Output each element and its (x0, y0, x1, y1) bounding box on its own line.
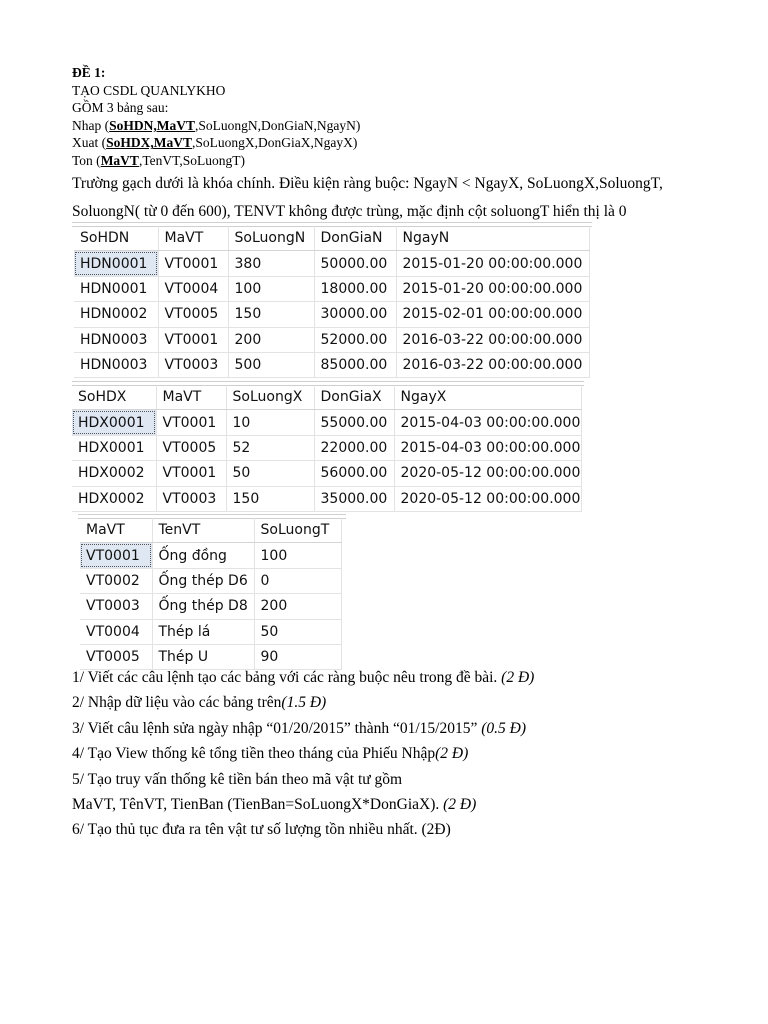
table-cell[interactable]: VT0001 (156, 461, 226, 486)
column-header[interactable]: SoHDX (72, 385, 156, 410)
table-cell[interactable]: 30000.00 (314, 302, 396, 327)
table-row[interactable] (74, 352, 590, 377)
table-header-row (80, 518, 342, 543)
xuat-table (72, 385, 582, 512)
table-cell[interactable]: VT0001 (158, 327, 228, 352)
question-3 (72, 716, 752, 741)
table-cell[interactable]: HDX0002 (72, 461, 156, 486)
schema-nhap-rest: ,SoLuongN,DonGiaN,NgayN) (195, 117, 361, 133)
schema-nhap-name: Nhap ( (72, 117, 110, 133)
table-cell[interactable]: 150 (228, 302, 314, 327)
question-1-points: (2 Đ) (501, 669, 535, 686)
table-cell[interactable]: 90 (254, 644, 342, 669)
questions-block (72, 665, 752, 843)
table-cell[interactable]: VT0001 (80, 543, 152, 568)
schema-xuat-name: Xuat ( (72, 135, 107, 151)
table-header-row (72, 385, 582, 410)
column-header[interactable]: NgayN (396, 226, 590, 251)
table-cell[interactable]: HDN0003 (74, 327, 158, 352)
table-cell[interactable]: Ống thép D8 (152, 594, 254, 619)
table-row[interactable] (74, 276, 590, 301)
table-cell[interactable]: 100 (228, 276, 314, 301)
table-cell[interactable]: VT0003 (80, 594, 152, 619)
table-cell[interactable]: VT0003 (156, 486, 226, 511)
table-cell[interactable]: VT0004 (80, 619, 152, 644)
schema-xuat-keys: SoHDX,MaVT (106, 135, 193, 151)
question-5-line-2 (72, 792, 752, 817)
ton-table (80, 518, 342, 670)
question-1 (72, 665, 752, 690)
table-cell[interactable]: 50 (226, 461, 314, 486)
table-cell[interactable]: Ống đồng (152, 543, 254, 568)
table-row[interactable] (72, 461, 582, 486)
table-cell[interactable]: 200 (254, 594, 342, 619)
question-3-text: 3/ Viết câu lệnh sửa ngày nhập “01/20/2015” thành “01/15/2015” (72, 719, 482, 737)
exam-title: ĐỀ 1: (72, 65, 106, 80)
question-3-points: (0.5 Đ) (481, 719, 527, 737)
table-row[interactable] (72, 486, 582, 511)
table-cell[interactable]: Thép lá (152, 619, 254, 644)
table-cell[interactable]: 100 (254, 543, 342, 568)
question-6: 6/ Tạo thủ tục đưa ra tên vật tư số lượng tồn nhiều nhất. (2Đ) (72, 821, 451, 839)
table-row[interactable] (74, 302, 590, 327)
table-cell[interactable]: HDN0001 (74, 251, 158, 276)
column-header[interactable]: MaVT (80, 518, 152, 543)
column-header[interactable]: MaVT (158, 226, 228, 251)
schema-xuat (72, 134, 752, 152)
constraints-note (72, 170, 732, 226)
question-2-text: 2/ Nhập dữ liệu vào các bảng trên (72, 694, 282, 712)
table-cell[interactable]: 2016-03-22 00:00:00.000 (396, 327, 590, 352)
table-cell[interactable]: 52000.00 (314, 327, 396, 352)
intro-block (72, 64, 752, 170)
table-cell[interactable]: 200 (228, 327, 314, 352)
column-header[interactable]: SoLuongX (226, 385, 314, 410)
table-cell[interactable]: 2015-04-03 00:00:00.000 (394, 435, 582, 460)
table-row[interactable] (80, 619, 342, 644)
schema-ton-keys: MaVT (100, 152, 139, 168)
question-5-text: MaVT, TênVT, TienBan (TienBan=SoLuongX*DonGiaX). (72, 796, 444, 814)
table-cell[interactable]: 2016-03-22 00:00:00.000 (396, 352, 590, 377)
table-cell[interactable]: HDN0003 (74, 352, 158, 377)
table-cell[interactable]: 10 (226, 410, 314, 435)
table-cell[interactable]: 150 (226, 486, 314, 511)
table-cell[interactable]: 18000.00 (314, 276, 396, 301)
table-row[interactable] (74, 251, 590, 276)
question-1-text: 1/ Viết các câu lệnh tạo các bảng với các ràng buộc nêu trong đề bài. (72, 669, 502, 686)
table-row[interactable] (80, 568, 342, 593)
table-cell[interactable]: 35000.00 (314, 486, 394, 511)
question-2 (72, 690, 752, 715)
nhap-table (74, 226, 590, 378)
table-cell[interactable]: HDN0002 (74, 302, 158, 327)
table-cell[interactable]: 2015-01-20 00:00:00.000 (396, 251, 590, 276)
table-cell[interactable]: HDX0001 (72, 435, 156, 460)
question-5-line-1: 5/ Tạo truy vấn thống kê tiền bán theo mã vật tư gồm (72, 770, 403, 788)
column-header[interactable]: SoHDN (74, 226, 158, 251)
table-cell[interactable]: 2015-01-20 00:00:00.000 (396, 276, 590, 301)
table-cell[interactable]: VT0005 (158, 302, 228, 327)
table-cell[interactable]: 55000.00 (314, 410, 394, 435)
schema-nhap (72, 117, 752, 135)
column-header[interactable]: SoLuongN (228, 226, 314, 251)
column-header[interactable]: SoLuongT (254, 518, 342, 543)
table-row[interactable] (74, 327, 590, 352)
tables-count-line: GỒM 3 bảng sau: (72, 100, 169, 116)
table-cell[interactable]: 0 (254, 568, 342, 593)
constraints-line-1: Trường gạch dưới là khóa chính. Điều kiện ràng buộc: NgayN < NgayX, SoLuongX,SoluongT, (72, 175, 663, 192)
table-cell[interactable]: 2020-05-12 00:00:00.000 (394, 486, 582, 511)
schema-ton (72, 152, 752, 170)
table-cell[interactable]: 22000.00 (314, 435, 394, 460)
schema-nhap-keys: SoHDN,MaVT (109, 117, 196, 133)
table-cell[interactable]: VT0005 (156, 435, 226, 460)
question-4-text: 4/ Tạo View thống kê tổng tiền theo tháng của Phiếu Nhập (72, 745, 436, 763)
column-header[interactable]: DonGiaN (314, 226, 396, 251)
question-5-points: (2 Đ) (443, 796, 477, 814)
column-header[interactable]: TenVT (152, 518, 254, 543)
question-2-points: (1.5 Đ) (281, 694, 327, 712)
table-cell[interactable]: 56000.00 (314, 461, 394, 486)
table-cell[interactable]: HDX0001 (72, 410, 156, 435)
schema-ton-name: Ton ( (72, 152, 101, 168)
table-cell[interactable]: 380 (228, 251, 314, 276)
table-cell[interactable]: 2020-05-12 00:00:00.000 (394, 461, 582, 486)
table-cell[interactable]: VT0003 (158, 352, 228, 377)
table-row[interactable] (80, 594, 342, 619)
table-cell[interactable]: 50 (254, 619, 342, 644)
constraints-line-2: SoluongN( từ 0 đến 600), TENVT không được trùng, mặc định cột soluongT hiển thị là 0 (72, 203, 627, 220)
table-header-row (74, 226, 590, 251)
table-cell[interactable]: Ống thép D6 (152, 568, 254, 593)
table-cell[interactable]: 500 (228, 352, 314, 377)
table-row[interactable] (72, 435, 582, 460)
question-4-points: (2 Đ) (435, 745, 469, 763)
schema-xuat-rest: ,SoLuongX,DonGiaX,NgayX) (192, 135, 358, 151)
table-cell[interactable]: VT0002 (80, 568, 152, 593)
schema-ton-rest: ,TenVT,SoLuongT) (138, 152, 245, 168)
table-cell[interactable]: VT0005 (80, 644, 152, 669)
table-cell[interactable]: 2015-02-01 00:00:00.000 (396, 302, 590, 327)
table-cell[interactable]: 2015-04-03 00:00:00.000 (394, 410, 582, 435)
create-db-line: TẠO CSDL QUANLYKHO (72, 82, 226, 98)
column-header[interactable]: MaVT (156, 385, 226, 410)
table-cell[interactable]: VT0004 (158, 276, 228, 301)
question-4 (72, 741, 752, 766)
table-cell[interactable]: HDX0002 (72, 486, 156, 511)
table-cell[interactable]: Thép U (152, 644, 254, 669)
column-header[interactable]: NgayX (394, 385, 582, 410)
table-cell[interactable]: VT0001 (156, 410, 226, 435)
table-row[interactable] (80, 543, 342, 568)
table-cell[interactable]: VT0001 (158, 251, 228, 276)
table-cell[interactable]: 52 (226, 435, 314, 460)
table-cell[interactable]: 50000.00 (314, 251, 396, 276)
column-header[interactable]: DonGiaX (314, 385, 394, 410)
table-row[interactable] (72, 410, 582, 435)
table-cell[interactable]: 85000.00 (314, 352, 396, 377)
table-cell[interactable]: HDN0001 (74, 276, 158, 301)
